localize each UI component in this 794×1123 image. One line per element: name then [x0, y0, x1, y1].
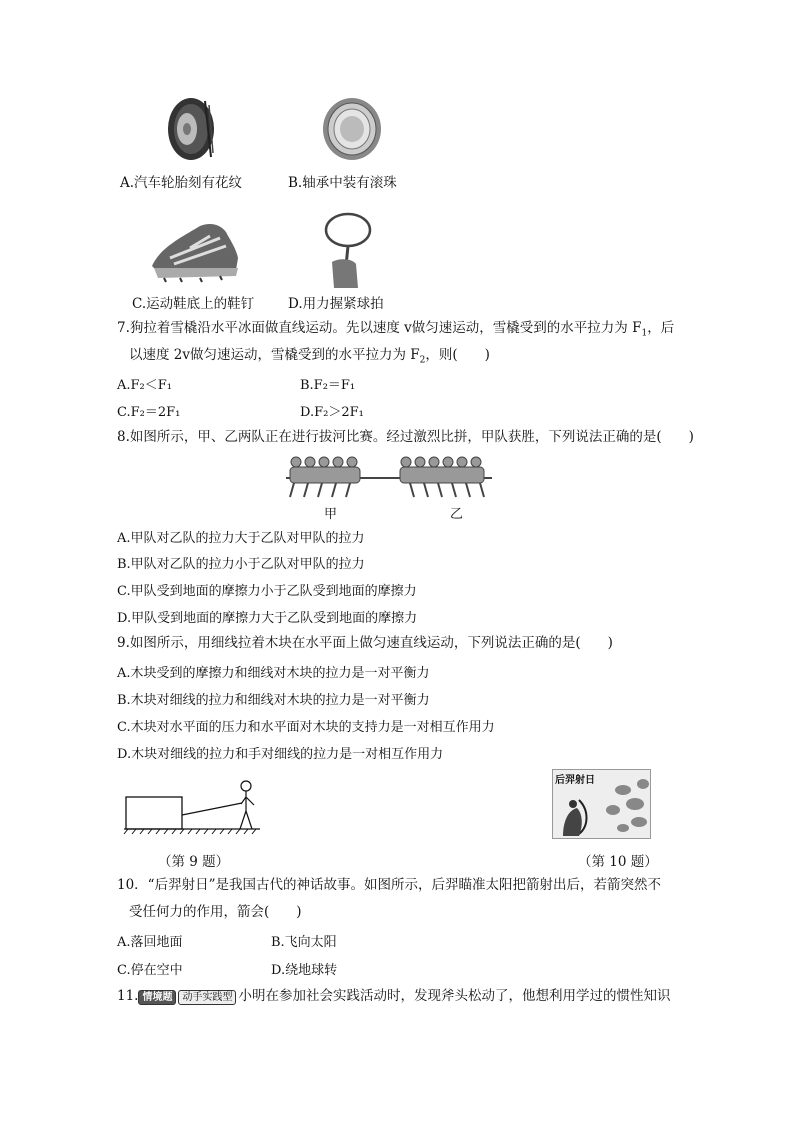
question-7-line-2: 以速度 2v做匀速运动，雪橇受到的水平拉力为 $F_2$，则( ) — [129, 347, 490, 366]
question-9-option-a: A.木块受到的摩擦力和细线对木块的拉力是一对平衡力 — [117, 666, 430, 681]
question-8-option-a: A.甲队对乙队的拉力大于乙队对甲队的拉力 — [117, 531, 365, 546]
question-7-option-a: A.F₂＜F₁ — [117, 378, 172, 393]
racket-image — [318, 212, 374, 288]
figure-9-caption: （第 9 题） — [158, 854, 230, 870]
question-8-option-d: D.甲队受到地面的摩擦力大于乙队受到地面的摩擦力 — [117, 611, 418, 626]
option-d-racket: D.用力握紧球拍 — [288, 296, 384, 312]
question-8-option-b: B.甲队对乙队的拉力小于乙队对甲队的拉力 — [117, 557, 365, 572]
option-b-bearing: B.轴承中装有滚珠 — [288, 175, 397, 191]
team-jia-label: 甲 — [324, 507, 338, 522]
question-7-option-c: C.F₂＝2F₁ — [117, 405, 181, 420]
question-10-option-d: D.绕地球转 — [271, 963, 338, 978]
question-10-option-a: A.落回地面 — [117, 935, 183, 950]
tug-of-war-image — [286, 454, 492, 504]
car-tire-image — [165, 97, 217, 161]
question-10-line-2: 受任何力的作用，箭会( ) — [129, 904, 302, 920]
figure-10-caption: （第 10 题） — [578, 854, 658, 870]
block-pull-diagram — [124, 777, 264, 835]
question-7-line-1: 7.狗拉着雪橇沿水平冰面做直线运动。先以速度 v做匀速运动，雪橇受到的水平拉力为 $F_1$，后 — [117, 320, 675, 339]
option-a-tire: A.汽车轮胎刻有花纹 — [120, 175, 243, 191]
question-9-stem: 9.如图所示，用细线拉着木块在水平面上做匀速直线运动，下列说法正确的是( ) — [117, 635, 613, 651]
team-yi-label: 乙 — [450, 507, 464, 522]
option-c-shoe: C.运动鞋底上的鞋钉 — [132, 296, 255, 312]
question-9-option-d: D.木块对细线的拉力和手对细线的拉力是一对相互作用力 — [117, 747, 444, 762]
question-10-option-b: B.飞向太阳 — [271, 935, 337, 950]
question-8-option-c: C.甲队受到地面的摩擦力小于乙队受到地面的摩擦力 — [117, 584, 417, 599]
question-9-option-b: B.木块对细线的拉力和细线对木块的拉力是一对平衡力 — [117, 693, 430, 708]
question-7-option-d: D.F₂＞2F₁ — [300, 405, 364, 420]
spike-shoe-image — [150, 218, 240, 280]
question-7-option-b: B.F₂＝F₁ — [300, 378, 356, 393]
houyi-image — [552, 769, 651, 839]
question-8-stem: 8.如图所示，甲、乙两队正在进行拔河比赛。经过激烈比拼，甲队获胜，下列说法正确的是( ) — [117, 429, 694, 445]
question-9-option-c: C.木块对水平面的压力和水平面对木块的支持力是一对相互作用力 — [117, 720, 495, 735]
houyi-image-title: 后羿射日 — [555, 775, 595, 786]
bearing-image — [322, 97, 382, 161]
hands-on-tag: 动手实践型 — [178, 990, 236, 1005]
question-11-line-1: 11. 情境题 动手实践型 小明在参加社会实践活动时，发现斧头松动了，他想利用学过的惯性知识 — [117, 988, 671, 1004]
question-10-option-c: C.停在空中 — [117, 963, 183, 978]
scenario-tag: 情境题 — [138, 990, 176, 1005]
question-10-line-1: 10．“后羿射日”是我国古代的神话故事。如图所示，后羿瞄准太阳把箭射出后，若箭突然不 — [117, 877, 661, 893]
